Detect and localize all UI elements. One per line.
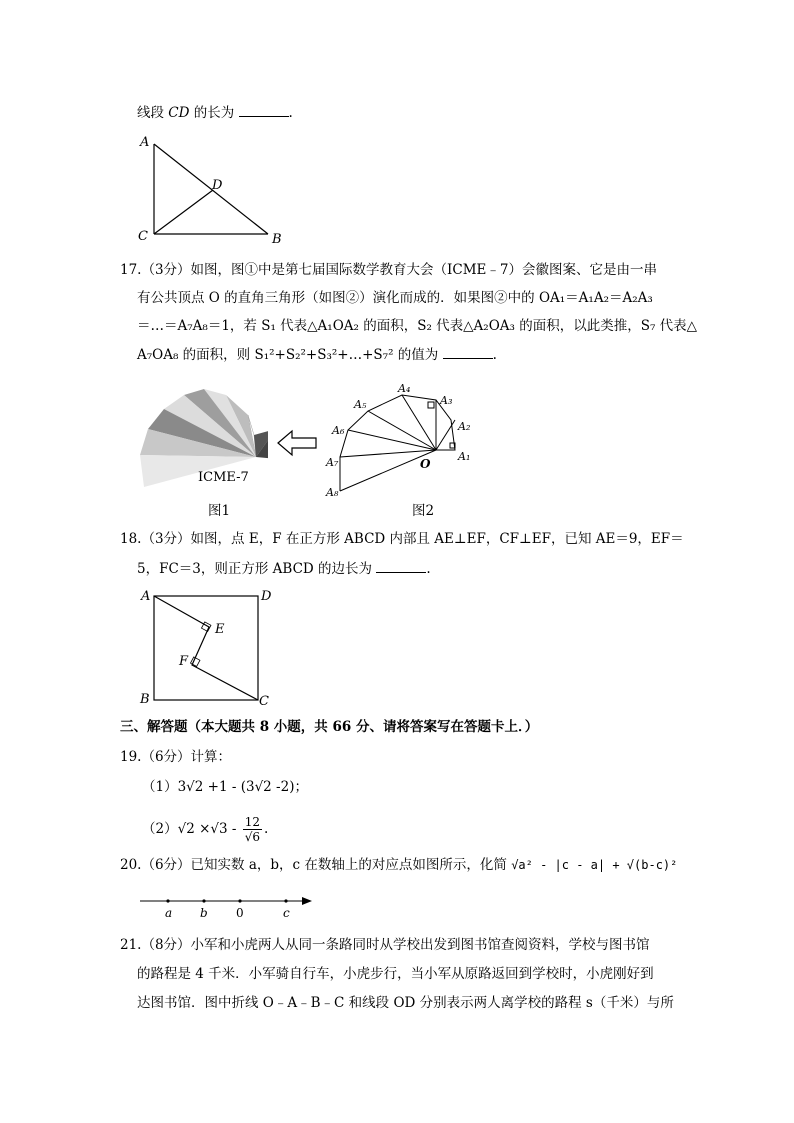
q18-line2: 5，FC＝3，则正方形 ABCD 的边长为 .: [137, 561, 431, 577]
spiral-triangles-figure: [320, 380, 480, 500]
fig2-label-A1: A₁: [458, 450, 471, 463]
answer-blank[interactable]: [443, 346, 493, 359]
fig2-label-A6: A₆: [332, 424, 345, 437]
q17-line4: A₇OA₈ 的面积，则 S₁²+S₂²+S₃²+…+S₇² 的值为 .: [137, 347, 497, 363]
q20-line: 20.（6分）已知实数 a，b，c 在数轴上的对应点如图所示，化简 √a² - |c - a| + √(b-c)²: [120, 857, 678, 873]
label-A: A: [140, 135, 150, 150]
answer-blank[interactable]: [239, 104, 289, 117]
q16-tail-text: 线段 CD 的长为 .: [137, 105, 293, 121]
q17-line2: 有公共顶点 O 的直角三角形（如图②）演化而成的．如果图②中的 OA₁＝A₁A₂＝A₂A₃: [137, 290, 653, 306]
number-line: [138, 893, 318, 923]
fig2-label-A2: A₂: [458, 420, 471, 433]
label-D: D: [212, 178, 223, 193]
label-F: F: [179, 654, 189, 669]
fig2-label-A5: A₅: [354, 398, 367, 411]
label-C: C: [138, 229, 148, 244]
fig2-label-A4: A₄: [398, 382, 411, 395]
fraction: $\frac{12}{√6}$: [244, 815, 261, 844]
numberline-label-c: c: [283, 906, 290, 920]
q17-line3: ＝…＝A₇A₈＝1，若 S₁ 代表△A₁OA₂ 的面积，S₂ 代表△A₂OA₃ 的面积，以此类推，S₇ 代表△: [137, 318, 698, 334]
q21-line1: 21.（8分）小军和小虎两人从同一条路同时从学校出发到图书馆查阅资料，学校与图书馆: [120, 937, 650, 953]
label-E: E: [215, 622, 225, 637]
section-heading: 三、解答题（本大题共 8 小题，共 66 分、请将答案写在答题卡上．）: [120, 719, 539, 735]
numberline-label-b: b: [200, 906, 208, 920]
label-D: D: [261, 589, 272, 604]
fig1-label-icme: ICME-7: [198, 470, 249, 485]
q18-line1: 18.（3分）如图，点 E，F 在正方形 ABCD 内部且 AE⊥EF，CF⊥EF，已知 AE＝9，EF＝: [120, 531, 684, 547]
left-arrow-icon: [276, 428, 320, 458]
q17-line1: 17.（3分）如图，图①中是第七届国际数学教育大会（ICME﹣7）会徽图案、它是由一串: [120, 262, 657, 278]
answer-blank[interactable]: [376, 560, 426, 573]
numberline-label-a: a: [165, 906, 173, 920]
q19-head: 19.（6分）计算：: [120, 749, 232, 765]
q19-part2: （2）√2 ×√3 - $\frac{12}{√6}$ .: [142, 815, 269, 844]
fig2-label-A3: A₃: [440, 394, 453, 407]
q21-line3: 达图书馆．图中折线 O﹣A﹣B﹣C 和线段 OD 分别表示两人离学校的路程 s（千米）与所: [137, 995, 674, 1011]
q21-line2: 的路程是 4 千米．小军骑自行车，小虎步行，当小军从原路返回到学校时，小虎刚好到: [137, 966, 654, 982]
fig2-label-O: O: [420, 457, 431, 471]
fig1-caption: 图1: [208, 503, 231, 519]
label-B: B: [272, 232, 282, 247]
label-C: C: [259, 694, 269, 709]
fig2-caption: 图2: [412, 503, 435, 519]
q16-triangle-figure: [130, 130, 300, 250]
label-A: A: [141, 589, 151, 604]
fig2-label-A7: A₇: [326, 456, 339, 469]
q19-part1: （1）3√2 +1 - (3√2 -2)；: [142, 779, 308, 795]
numberline-label-0: 0: [236, 906, 244, 920]
icme-fan-figure: [138, 385, 268, 495]
q18-square-figure: [135, 585, 285, 710]
fig2-label-A8: A₈: [326, 486, 339, 499]
label-B: B: [140, 692, 150, 707]
